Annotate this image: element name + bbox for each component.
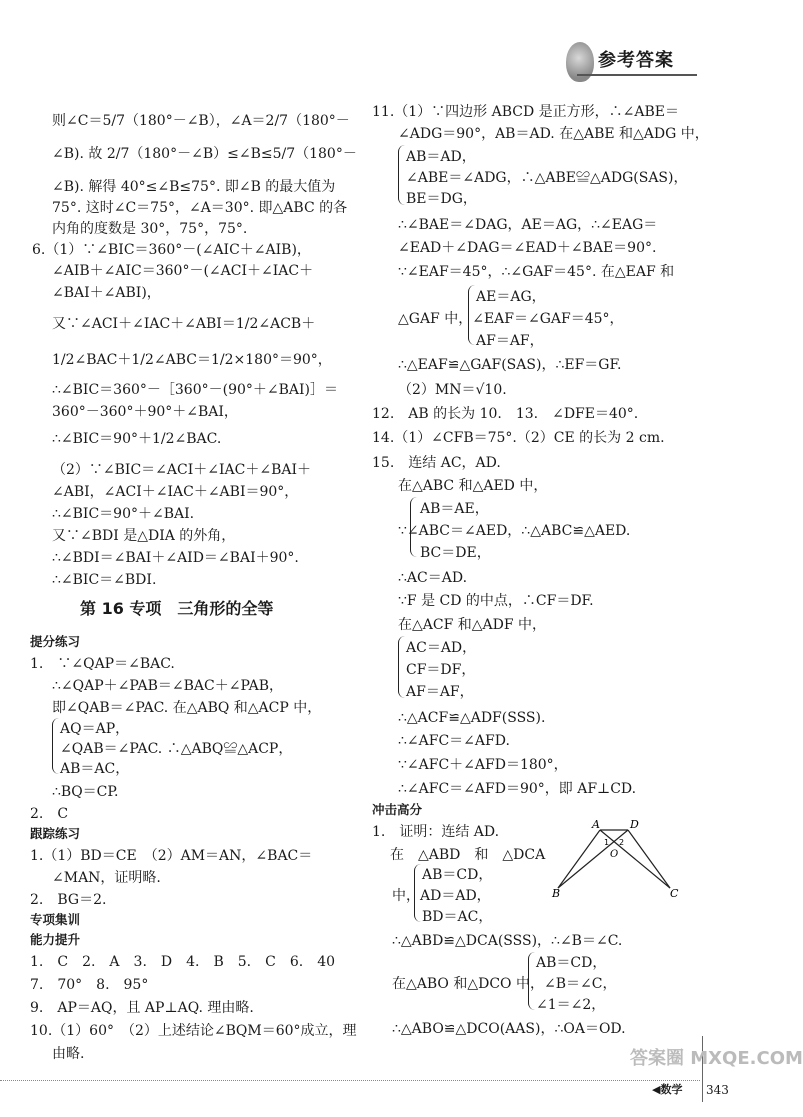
header-title: 参考答案 [598,50,674,71]
text-line: 14.（1）∠CFB＝75°.（2）CE 的长为 2 cm. [372,430,665,446]
text-line: ∴∠BAE＝∠DAG，AE＝AG，∴∠EAG＝ [398,217,658,233]
text-line: AB＝AD， [406,149,476,165]
text-line: ∴△EAF≌△GAF(SAS)，∴EF＝GF. [398,357,622,373]
text-line: 6.（1）∵∠BIC＝360°－(∠AIC＋∠AIB)， [32,242,311,258]
text-line: △GAF 中，∠EAF＝∠GAF＝45°， [398,311,624,327]
text-line: 75°. 这时∠C＝75°，∠A＝30°. 即△ABC 的各 [52,200,348,216]
text-line: ∠EAD＋∠DAG＝∠EAD＋∠BAE＝90°. [398,240,657,256]
text-line: ∠B). 解得 40°≤∠B≤75°. 即∠B 的最大值为 [52,179,336,195]
figure-label-1: 1 [604,838,610,847]
subheading-genzong: 跟踪练习 [30,826,81,841]
text-line: ∠1＝∠2， [536,997,606,1013]
text-line: ∴∠BIC＝360°－［360°－(90°＋∠BAI)］＝ [52,382,339,398]
section-title: 第 16 专项 三角形的全等 [80,599,274,618]
text-line: BE＝DG， [406,191,477,207]
text-line: CF＝DF， [406,662,476,678]
text-line: ∠ABE＝∠ADG，∴△ABE≌△ADG(SAS)， [406,170,688,186]
subheading-tifen: 提分练习 [30,634,81,649]
text-line: ∠BAI＋∠ABI)， [52,285,161,301]
text-line: 360°－360°＋90°＋∠BAI， [52,404,238,420]
text-line: 2. C [30,806,69,822]
text-line: ∴△ACF≌△ADF(SSS). [398,710,546,726]
text-line: 1. C 2. A 3. D 4. B 5. C 6. 40 [30,954,336,970]
text-line: ∴∠QAP＋∠PAB＝∠BAC＋∠PAB， [52,678,284,694]
text-line: 2. BG＝2. [30,892,107,908]
watermark: 答案圈 MXQE.COM [630,1048,803,1069]
text-line: ∴△ABD≌△DCA(SSS)，∴∠B＝∠C. [392,933,623,949]
figure-label-2: 2 [619,838,625,847]
text-line: ∵∠EAF＝45°，∴∠GAF＝45°. 在△EAF 和 [398,264,675,280]
text-line: 即∠QAB＝∠PAC. 在△ABQ 和△ACP 中， [52,700,322,716]
text-line: BC＝DE， [420,545,491,561]
text-line: 又∵∠BDI 是△DIA 的外角， [52,528,236,544]
brace [52,718,59,774]
text-line: ∠ABI，∠ACI＋∠IAC＋∠ABI＝90°， [52,484,299,500]
text-line: 则∠C＝5/7（180°－∠B），∠A＝2/7（180°－ [52,113,350,129]
text-line: 12. AB 的长为 10. 13. ∠DFE＝40°. [372,406,639,422]
text-line: 1/2∠BAC＋1/2∠ABC＝1/2×180°＝90°， [52,352,332,368]
text-line: 在△ACF 和△ADF 中， [398,617,547,633]
text-line: 在 △ABD 和 △DCA [390,847,546,863]
text-line: ∵∠AFC＋∠AFD＝180°， [398,757,568,773]
text-line: 在△ABO 和△DCO 中，∠B＝∠C， [392,976,617,992]
text-line: 1. ∵∠QAP＝∠BAC. [30,656,175,672]
page-number: 343 [706,1083,729,1097]
text-line: （2）∵∠BIC＝∠ACI＋∠IAC＋∠BAI＋ [52,462,311,478]
figure-label-c: C [670,887,679,900]
figure-label-b: B [552,887,561,900]
geometry-figure [548,818,688,898]
text-line: ∠AIB＋∠AIC＝360°－(∠ACI＋∠IAC＋ [52,263,314,279]
text-line: ∠B). 故 2/7（180°－∠B）≤∠B≤5/7（180°－ [52,146,357,162]
text-line: AE＝AG， [476,289,546,305]
text-line: 1. 证明：连结 AD. [372,824,500,840]
text-line: AQ＝AP， [60,721,130,737]
text-line: ∴∠AFC＝∠AFD. [398,733,510,749]
figure-label-d: D [630,818,639,831]
text-line: AB＝CD， [536,955,607,971]
text-line: ∠ADG＝90°，AB＝AD. 在△ABE 和△ADG 中， [398,126,709,142]
text-line: 10.（1）60° （2）上述结论∠BQM＝60°成立，理 [30,1023,357,1039]
text-line: ∵F 是 CD 的中点，∴CF＝DF. [398,593,594,609]
text-line: 11.（1）∵四边形 ABCD 是正方形，∴∠ABE＝ [372,104,680,120]
text-line: 在△ABC 和△AED 中， [398,478,548,494]
text-line: 又∵∠ACI＋∠IAC＋∠ABI＝1/2∠ACB＋ [52,316,316,332]
text-line: ∴BQ＝CP. [52,784,119,800]
text-line: 中，AD＝AD， [392,888,491,904]
text-line: ∠QAB＝∠PAC. ∴△ABQ≌△ACP， [60,741,293,757]
text-line: ∠MAN，证明略. [52,870,161,886]
figure-label-o: O [610,849,619,860]
text-line: 7. 70° 8. 95° [30,977,149,993]
text-line: BD＝AC， [422,909,493,925]
text-line: 9. AP＝AQ，且 AP⊥AQ. 理由略. [30,1000,254,1016]
text-line: 内角的度数是 30°，75°，75°. [52,221,248,237]
footer-dotted-rule [0,1080,700,1081]
text-line: AB＝AE， [420,501,489,517]
text-line: ∴∠BIC＝∠BDI. [52,572,157,588]
subheading-nengli: 能力提升 [30,932,81,947]
text-line: ∴∠AFC＝∠AFD＝90°，即 AF⊥CD. [398,781,637,797]
footer-book-mark: ◀数学 [652,1083,683,1096]
text-line: ∴△ABO≌△DCO(AAS)，∴OA＝OD. [392,1021,626,1037]
footer-divider [702,1036,703,1102]
header-leaf-icon [566,42,594,82]
text-line: ∵∠ABC＝∠AED，∴△ABC≌△AED. [398,523,631,539]
header-rule [577,74,697,76]
text-line: 由略. [52,1046,85,1062]
text-line: （2）MN＝√10. [398,382,507,398]
subheading-chongji: 冲击高分 [372,802,423,817]
text-line: ∴∠BIC＝90°＋1/2∠BAC. [52,431,222,447]
text-line: AF＝AF， [406,684,474,700]
text-line: AB＝CD， [422,867,493,883]
figure-label-a: A [592,818,600,831]
text-line: AF＝AF， [476,333,544,349]
subheading-jixun: 专项集训 [30,912,81,927]
brace [398,636,405,698]
text-line: 15. 连结 AC，AD. [372,455,501,471]
brace [398,145,405,205]
text-line: ∴∠BDI＝∠BAI＋∠AID＝∠BAI＋90°. [52,550,299,566]
text-line: AC＝AD， [406,640,477,656]
text-line: ∴AC＝AD. [398,570,468,586]
text-line: 1.（1）BD＝CE （2）AM＝AN，∠BAC＝ [30,848,313,864]
text-line: ∴∠BIC＝90°＋∠BAI. [52,506,195,522]
text-line: AB＝AC， [60,761,130,777]
